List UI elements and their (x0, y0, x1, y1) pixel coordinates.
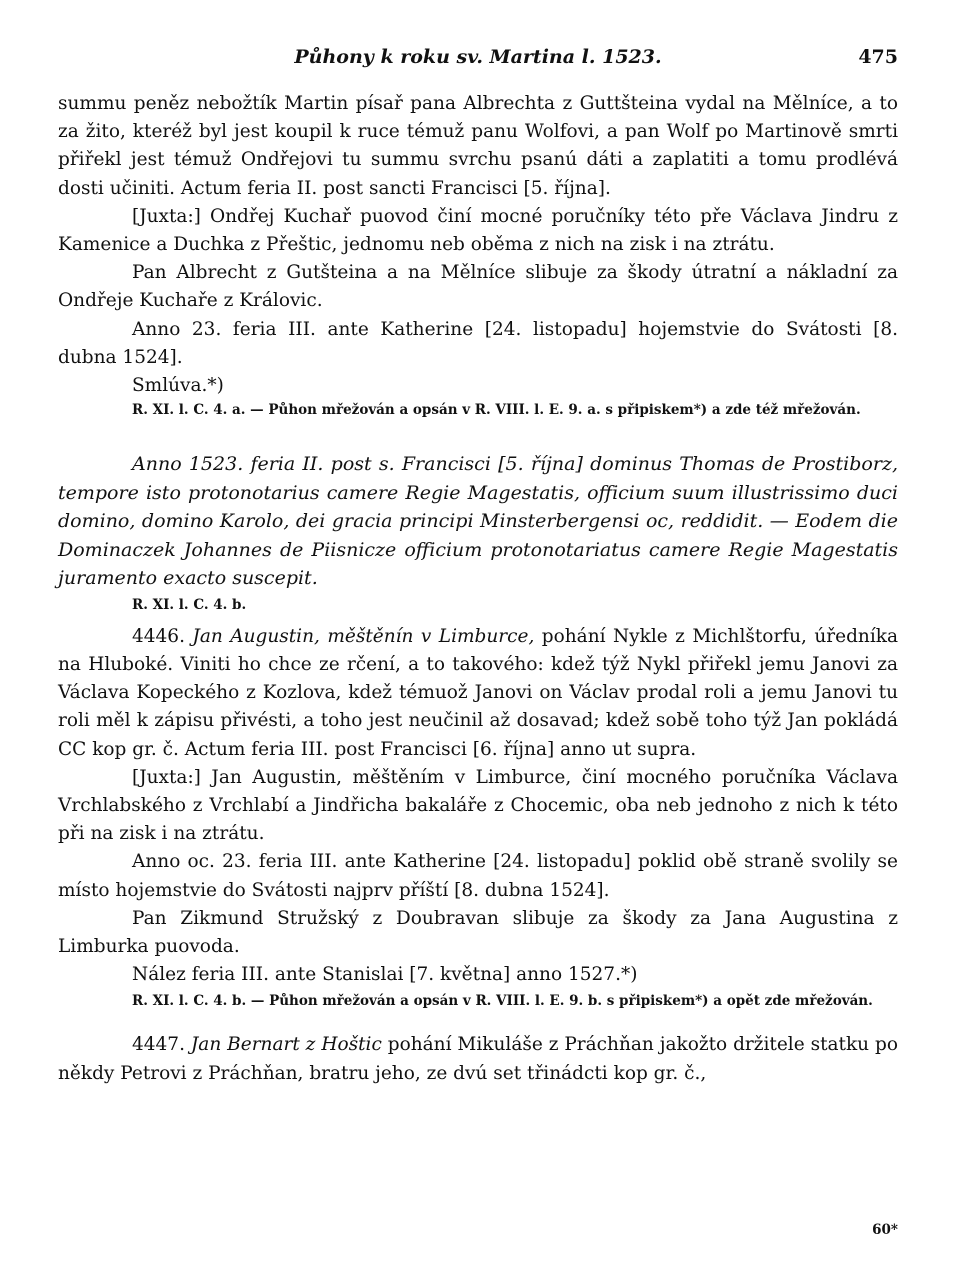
paragraph-juxta: [Juxta:] Ondřej Kuchař puovod činí mocné poručníky této pře Václava Jindru z Kamenice a Duchka z Přeštic, jednomu neb oběma z nich na zisk i na ztrátu. (58, 205, 898, 256)
running-head (58, 46, 898, 76)
archival-note: R. XI. l. C. 4. a. — Půhon mřežován a opsán v R. VIII. l. E. 9. a. s připiskem*) a zde též mřežován. (132, 402, 861, 419)
archival-note: R. XI. l. C. 4. b. — Půhon mřežován a opsán v R. VIII. l. E. 9. b. s připiskem*) a opět zde mřežován. (132, 993, 873, 1010)
entry-4447 (58, 1031, 898, 1087)
paragraph-continuation: summu peněz nebožtík Martin písař pana Albrechta z Guttšteina vydal na Mělníce, a to za žito, kteréž byl jest koupil k ruce témuž panu Wolfovi, a pan Wolf po Martinově smrti přiřekl jest témuž Ondřejovi tu summu svrchu psanú dáti a zaplatiti a tomu prodlévá dosti učiniti. Actum feria II. post sancti Francisci [5. října]. (58, 93, 898, 199)
entry-4446 (58, 623, 898, 764)
entry-number: 4446. (132, 625, 185, 647)
paragraph-date-note: Anno oc. 23. feria III. ante Katherine [24. listopadu] poklid obě straně svolily se místo hojemstvie do Svátosti najprv příští [8. dubna 1524]. (58, 851, 898, 901)
signature-mark: 60* (872, 1222, 898, 1238)
running-title: Půhony k roku sv. Martina l. 1523. (294, 46, 662, 68)
paragraph-juxta: [Juxta:] Jan Augustin, měštěním v Limburce, činí mocného poručníka Václava Vrchlabského z Vrchlabí a Jindřicha bakaláře z Chocemic, oba neb jednoho z nich k této při na zisk i na ztrátu. (58, 766, 898, 845)
entry-party-name: Jan Augustin, měštěnín v Limburce, (192, 625, 535, 647)
latin-separator: — (769, 510, 789, 533)
entry-body: pohání Nykle z Michlštorfu, úředníka na Hluboké. Viniti ho chce ze rčení, a to takového: kdež týž Nykl přiřekl jemu Janovi za Václava Kopeckého z Kozlova, kdež témuož Janovi on Václav prodal roli a jemu Janovi tu roli měl k zápisu přivésti, a toho jest neučinil až dosavad; kdež sobě toho týž Jan pokládá CC kop gr. č. Actum feria III. post Francisci [6. října] anno ut supra. (58, 625, 898, 760)
spacer (58, 1019, 898, 1031)
paragraph-surety: Pan Zikmund Stružský z Doubravan slibuje za škody za Jana Augustina z Limburka puovoda. (58, 907, 898, 957)
latin-record (58, 450, 898, 593)
paragraph-settlement: Smlúva.*) (132, 375, 224, 397)
paragraph-date-note: Anno 23. feria III. ante Katherine [24. listopadu] hojemstvie do Svátosti [8. dubna 1524]. (58, 318, 898, 368)
latin-record-part-2: Eodem die Dominaczek Johannes de Piisnicze officium protonotariatus camere Regie Magestatis juramento exacto suscepit. (58, 510, 899, 590)
latin-record-part-1: Anno 1523. feria II. post s. Francisci [5. října] dominus Thomas de Prostiborz, tempore isto protonotarius camere Regie Magestatis, officium suum illustrissimo duci domino, domino Karolo, dei gracia principi Minsterbergensi oc, reddidit. (58, 453, 898, 533)
archival-note: R. XI. l. C. 4. b. (132, 596, 247, 613)
paragraph-surety: Pan Albrecht z Gutšteina a na Mělníce slibuje za škody útratní a nákladní za Ondřeje Kuchaře z Královic. (58, 262, 898, 312)
paragraph-verdict: Nález feria III. ante Stanislai [7. května] anno 1527.*) (132, 964, 638, 986)
entry-party-name: Jan Bernart z Hoštic (190, 1034, 382, 1056)
entry-body: pohání Mikuláše z Práchňan jakožto držitele statku po někdy Petrovi z Práchňan, bratru jeho, ze dvú set třinádcti kop gr. č., (58, 1034, 898, 1084)
page-number: 475 (858, 46, 898, 68)
entry-number: 4447. (132, 1034, 185, 1056)
